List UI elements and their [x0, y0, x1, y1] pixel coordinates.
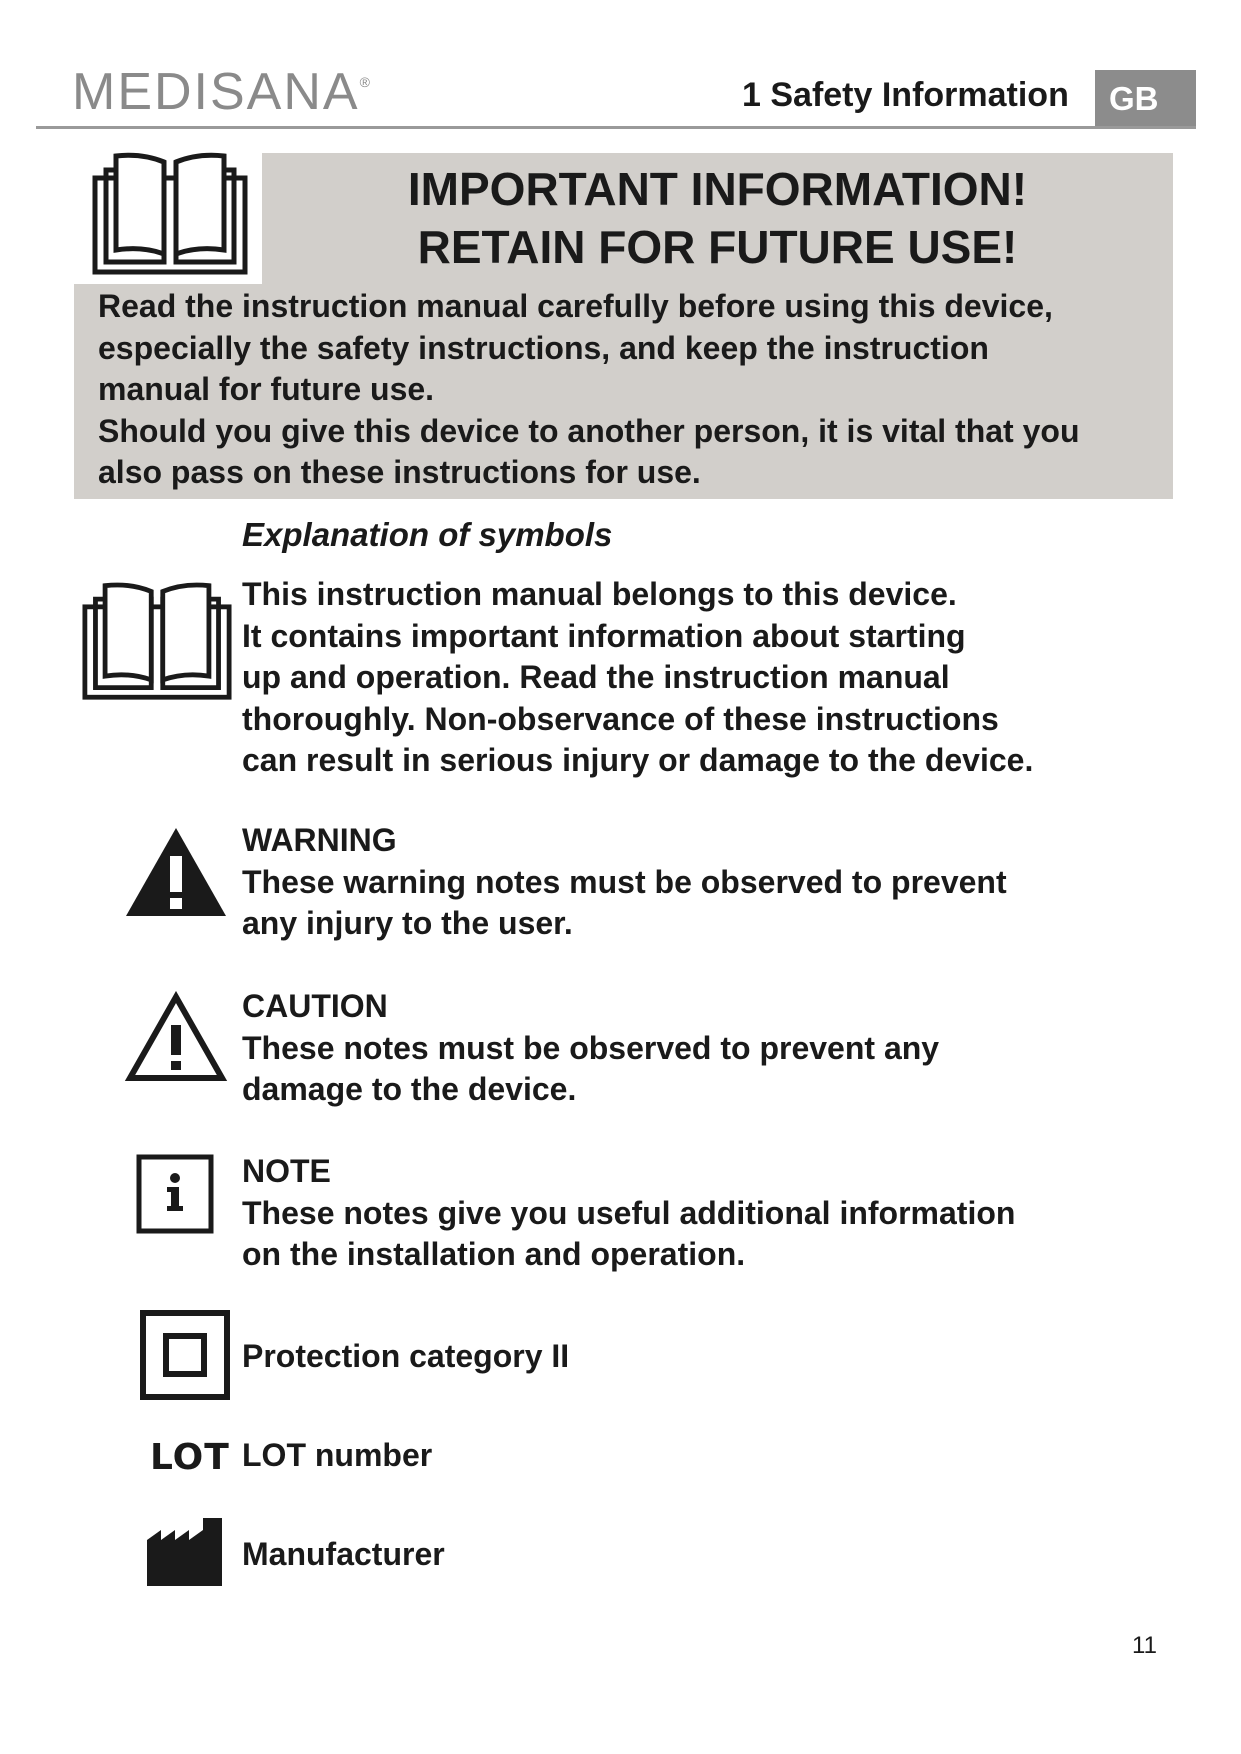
- book-icon: [92, 150, 248, 276]
- header-divider: [36, 126, 1196, 129]
- important-heading: [262, 160, 1173, 276]
- page-number: 11: [1132, 1632, 1157, 1659]
- caution-symbol-text: [242, 986, 939, 1111]
- registered-mark: ®: [359, 74, 372, 90]
- caution-line: These notes must be observed to prevent any: [242, 1029, 940, 1066]
- language-tab: GB: [1095, 70, 1196, 128]
- note-line: on the installation and operation.: [242, 1236, 746, 1272]
- protection-class-ii-icon: [140, 1310, 230, 1400]
- manual-symbol-text: [242, 574, 1033, 782]
- caution-title: CAUTION: [242, 988, 388, 1024]
- important-line: especially the safety instructions, and keep the instruction: [98, 329, 989, 366]
- important-line: manual for future use.: [98, 371, 435, 407]
- symbols-subtitle: Explanation of symbols: [242, 516, 613, 553]
- note-title: NOTE: [242, 1153, 331, 1189]
- lot-label: LOT number: [242, 1437, 433, 1473]
- manual-line: thoroughly. Non-observance of these instructions: [242, 700, 999, 737]
- warning-symbol-text: [242, 820, 1007, 945]
- manufacturer-label: Manufacturer: [242, 1536, 445, 1572]
- note-line: These notes give you useful additional information: [242, 1194, 1016, 1231]
- brand-name: MEDISANA: [72, 63, 360, 121]
- caution-line: damage to the device.: [242, 1071, 577, 1107]
- important-heading-line2: RETAIN FOR FUTURE USE!: [417, 221, 1018, 273]
- brand-logo: [72, 62, 372, 122]
- manual-line: can result in serious injury or damage to the device.: [242, 742, 1034, 778]
- warning-filled-icon: [124, 826, 228, 918]
- important-line: Should you give this device to another person, it is vital that you: [98, 412, 1080, 449]
- book-icon: [82, 578, 232, 703]
- info-icon: [136, 1154, 214, 1234]
- warning-line: These warning notes must be observed to prevent: [242, 863, 1007, 900]
- factory-icon: [147, 1518, 222, 1586]
- important-heading-line1: IMPORTANT INFORMATION!: [407, 163, 1028, 215]
- important-text: [98, 286, 1173, 494]
- important-line: Read the instruction manual carefully before using this device,: [98, 288, 1053, 324]
- protection-label: Protection category II: [242, 1338, 570, 1374]
- warning-title: WARNING: [242, 822, 397, 858]
- note-symbol-text: [242, 1151, 1015, 1276]
- manual-line: It contains important information about starting: [242, 617, 966, 654]
- section-title: 1 Safety Information: [742, 76, 1069, 114]
- important-line: also pass on these instructions for use.: [98, 454, 701, 490]
- manual-line: up and operation. Read the instruction manual: [242, 659, 950, 695]
- lot-icon: LOT: [150, 1437, 230, 1478]
- warning-line: any injury to the user.: [242, 905, 573, 941]
- caution-outline-icon: [124, 991, 228, 1083]
- manual-line: This instruction manual belongs to this device.: [242, 576, 957, 612]
